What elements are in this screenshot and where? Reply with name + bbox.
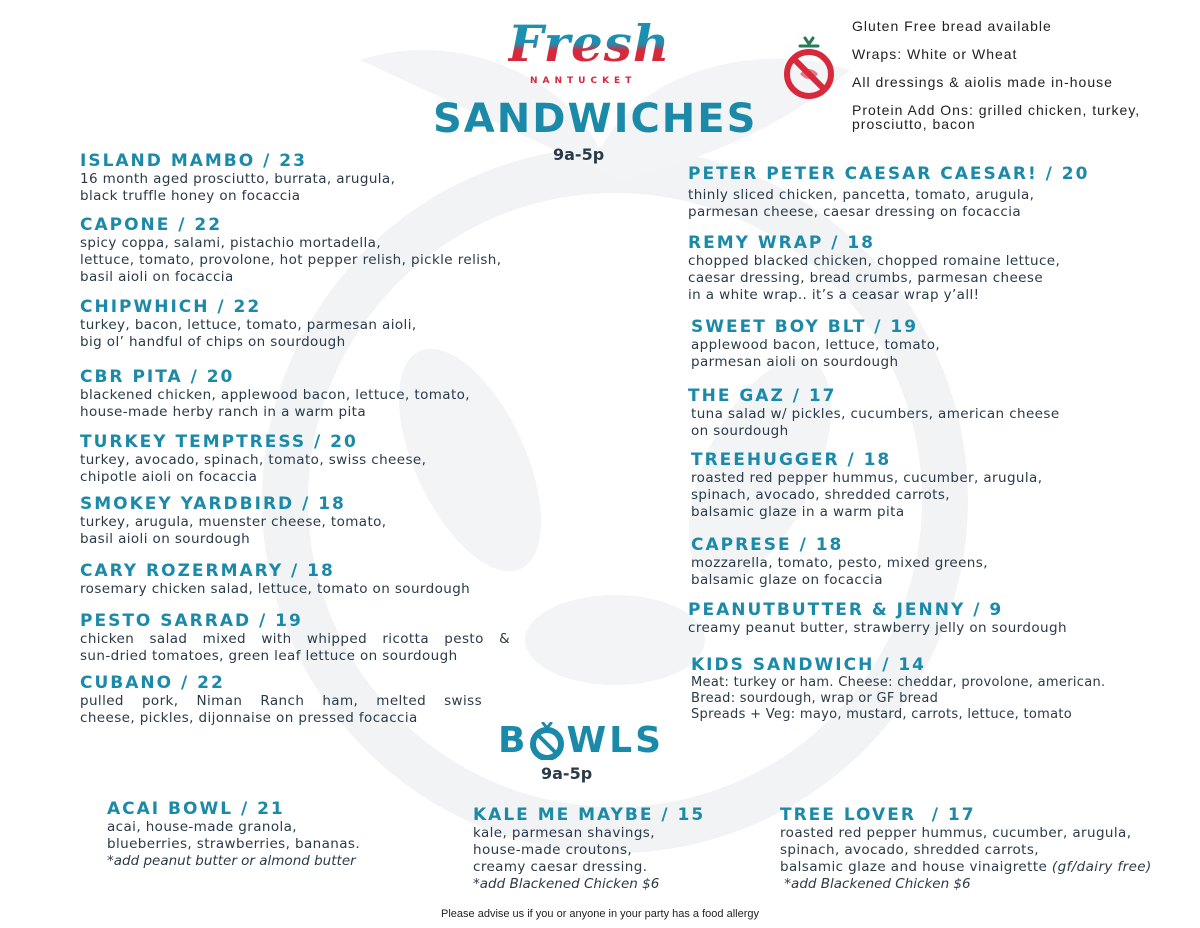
item-name: CHIPWHICH / 22 — [80, 297, 262, 317]
item-description: chicken salad mixed with whipped ricotta pesto & — [80, 631, 510, 647]
menu-item — [80, 494, 387, 548]
menu-item — [80, 432, 426, 486]
item-name: REMY WRAP / 18 — [688, 233, 876, 253]
item-addon-note: *add peanut butter or almond butter — [107, 853, 356, 869]
item-name: PETER PETER CAESAR CAESAR! / 20 — [688, 164, 1090, 184]
bowls-title-part: WLS — [566, 720, 665, 761]
item-name: ACAI BOWL / 21 — [107, 799, 285, 819]
item-description: turkey, avocado, spinach, tomato, swiss cheese, chipotle aioli on focaccia — [80, 452, 427, 485]
item-description: pulled pork, Niman Ranch ham, melted swiss — [80, 693, 482, 709]
item-description: applewood bacon, lettuce, tomato, parmesan aioli on sourdough — [691, 337, 941, 370]
item-addon-note: *add Blackened Chicken $6 — [473, 876, 660, 892]
item-name: SMOKEY YARDBIRD / 18 — [80, 494, 346, 514]
menu-item — [80, 367, 470, 421]
item-description-text: roasted red pepper hummus, cucumber, arugula, spinach, avocado, shredded carrots, balsamic glaze and house vinaigrette — [780, 825, 1132, 875]
menu-item — [80, 561, 470, 598]
item-description: cheese, pickles, dijonnaise on pressed focaccia — [80, 710, 418, 726]
item-name: TREE LOVER / 17 — [780, 805, 976, 825]
item-description: 16 month aged prosciutto, burrata, arugula, black truffle honey on focaccia — [80, 171, 396, 204]
item-name: CBR PITA / 20 — [80, 367, 235, 387]
item-description: kale, parmesan shavings, house-made croutons, creamy caesar dressing. — [473, 825, 655, 875]
item-name: CAPONE / 22 — [80, 215, 223, 235]
note-line: prosciutto, bacon — [852, 116, 976, 132]
menu-item — [691, 535, 988, 589]
item-name: TURKEY TEMPTRESS / 20 — [80, 432, 358, 452]
item-name: ISLAND MAMBO / 23 — [80, 151, 307, 171]
item-name: CARY ROZERMARY / 18 — [80, 561, 335, 581]
menu-item — [691, 450, 1042, 521]
logo-subtitle: NANTUCKET — [530, 76, 637, 86]
note-line: Gluten Free bread available — [852, 18, 1052, 34]
menu-item — [688, 600, 1067, 637]
item-description: Meat: turkey or ham. Cheese: cheddar, provolone, american. Bread: sourdough, wrap or GF bread Spreads + Veg: mayo, mustard, carrots, lettuce, tomato — [691, 675, 1106, 722]
item-description — [780, 825, 1152, 876]
item-description: acai, house-made granola, blueberries, strawberries, bananas. — [107, 819, 361, 852]
bowls-title — [498, 720, 664, 761]
menu-item — [691, 317, 940, 371]
item-description: turkey, arugula, muenster cheese, tomato, basil aioli on sourdough — [80, 514, 387, 547]
item-name: PESTO SARRAD / 19 — [80, 611, 303, 631]
allergy-footer: Please advise us if you or anyone in your party has a food allergy — [441, 908, 759, 920]
item-description: roasted red pepper hummus, cucumber, arugula, spinach, avocado, shredded carrots, balsamic glaze in a warm pita — [691, 470, 1043, 520]
item-description: blackened chicken, applewood bacon, lettuce, tomato, house-made herby ranch in a warm pita — [80, 387, 470, 420]
note-line: Protein Add Ons: grilled chicken, turkey, — [852, 102, 1141, 118]
dietary-tag: (gf/dairy free) — [1047, 859, 1152, 875]
tomato-icon — [529, 722, 565, 760]
menu-item — [80, 611, 510, 665]
menu-item — [691, 655, 1105, 723]
sandwiches-hours: 9a-5p — [553, 145, 605, 164]
menu-item — [80, 673, 482, 727]
menu-item — [80, 151, 395, 205]
item-description: turkey, bacon, lettuce, tomato, parmesan aioli, big ol’ handful of chips on sourdough — [80, 317, 417, 350]
item-name: KALE ME MAYBE / 15 — [473, 805, 706, 825]
item-description: spicy coppa, salami, pistachio mortadella, lettuce, tomato, provolone, hot pepper relish, pickle relish, basil aioli on focaccia — [80, 235, 502, 285]
bowl-item — [473, 805, 705, 893]
item-name: KIDS SANDWICH / 14 — [691, 655, 926, 675]
item-name: THE GAZ / 17 — [688, 386, 837, 406]
item-name: SWEET BOY BLT / 19 — [691, 317, 919, 337]
item-description: thinly sliced chicken, pancetta, tomato, arugula, parmesan cheese, caesar dressing on focaccia — [688, 187, 1035, 220]
tomato-no-symbol-icon — [780, 36, 838, 100]
item-name: TREEHUGGER / 18 — [691, 450, 892, 470]
item-name: CAPRESE / 18 — [691, 535, 844, 555]
item-addon-note: *add Blackened Chicken $6 — [780, 876, 971, 892]
menu-item — [688, 233, 1060, 304]
item-name: PEANUTBUTTER & JENNY / 9 — [688, 600, 1004, 620]
note-line: Wraps: White or Wheat — [852, 46, 1018, 62]
bowl-item — [780, 805, 1152, 893]
bowls-title-part: B — [498, 720, 529, 761]
item-description: rosemary chicken salad, lettuce, tomato on sourdough — [80, 581, 471, 597]
bowl-item — [107, 799, 360, 870]
bowls-hours: 9a-5p — [541, 764, 593, 783]
menu-item — [688, 386, 1060, 440]
menu-item — [80, 297, 417, 351]
note-line: All dressings & aiolis made in-house — [852, 74, 1113, 90]
item-name: CUBANO / 22 — [80, 673, 225, 693]
menu-item — [80, 215, 501, 286]
item-description: tuna salad w/ pickles, cucumbers, american cheese on sourdough — [691, 406, 1060, 439]
item-description: chopped blacked chicken, chopped romaine lettuce, caesar dressing, bread crumbs, parmesan cheese in a white wrap.. it’s a ceasar wrap y’all! — [688, 253, 1061, 303]
item-description: creamy peanut butter, strawberry jelly on sourdough — [688, 620, 1067, 636]
sandwiches-title: SANDWICHES — [433, 96, 758, 142]
menu-item — [688, 164, 1089, 221]
item-description: sun-dried tomatoes, green leaf lettuce on sourdough — [80, 648, 458, 664]
item-description: mozzarella, tomato, pesto, mixed greens, balsamic glaze on focaccia — [691, 555, 988, 588]
brand-logo — [500, 14, 671, 94]
logo-wordmark: Fresh — [508, 14, 671, 73]
